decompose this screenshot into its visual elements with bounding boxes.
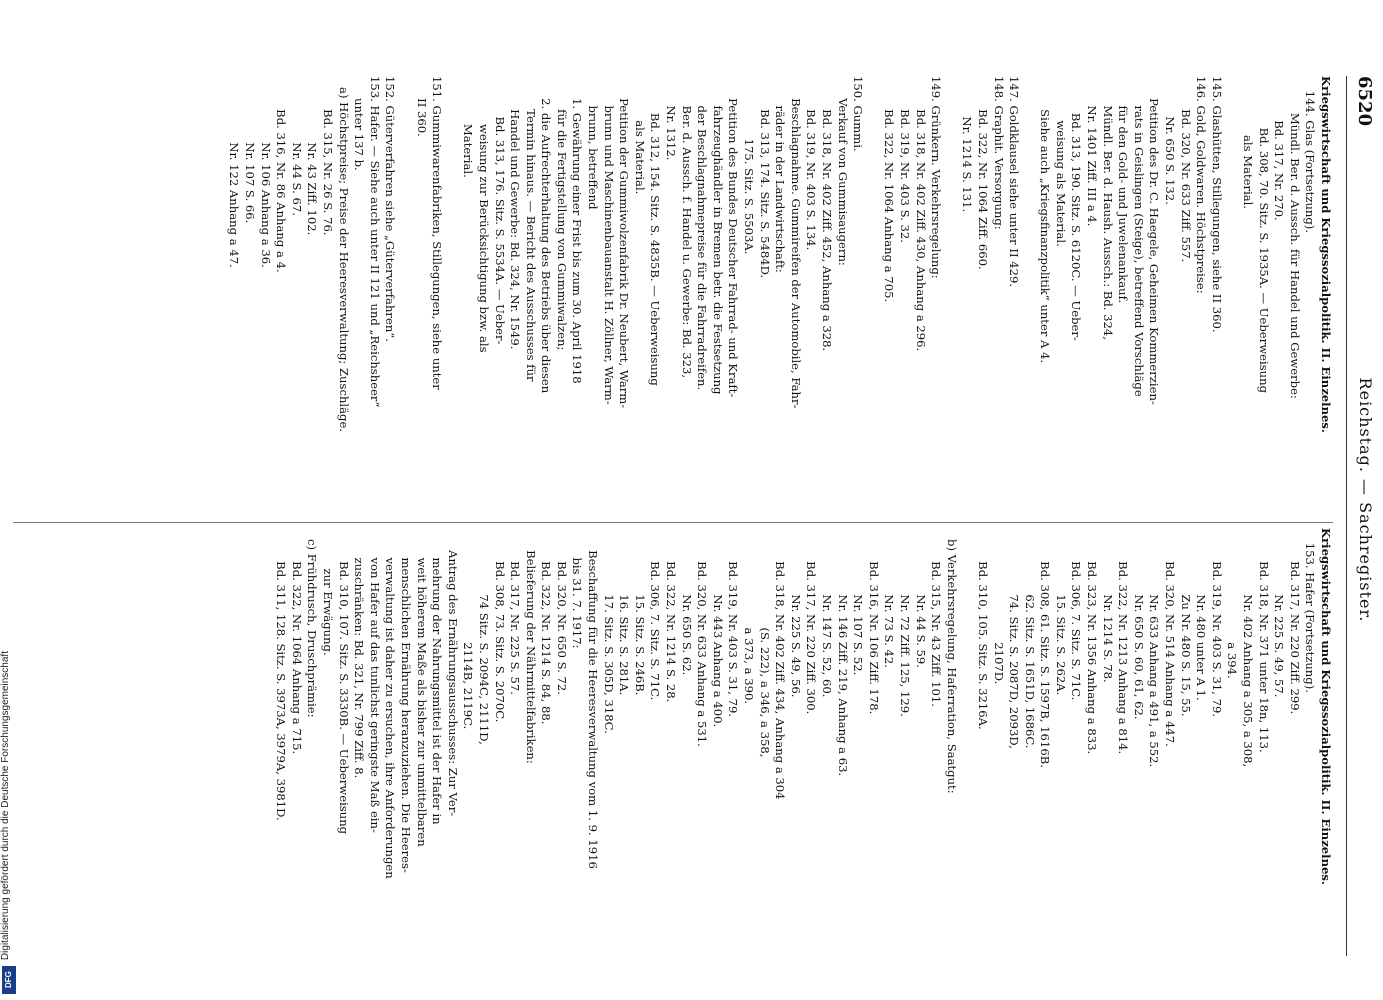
index-line: mehrung der Nahrungsmittel ist der Hafer in [430, 528, 445, 825]
index-line: Nr. 650 S. 132. [1163, 76, 1178, 205]
index-line: 2107D. [991, 528, 1006, 685]
index-line: Bd. 317, Nr. 225 S. 57. [508, 528, 523, 695]
index-line: Handel und Gewerbe: Bd. 324, Nr. 1549. [508, 76, 523, 350]
index-line: Bd. 323, Nr. 1356 Anhang a 833. [1085, 528, 1100, 755]
index-line: unter 137 b. [352, 76, 367, 171]
index-line: 147. Goldklausel siehe unter II 429. [1007, 76, 1022, 288]
index-line: Bd. 322, Nr. 1213 Anhang a 814. [1116, 528, 1131, 755]
index-line: Bd. 322, Nr. 1214 S. 84, 88. [539, 528, 554, 725]
right-column [273, 528, 1333, 968]
index-line: zur Erwägung. [321, 528, 335, 656]
index-line: Bd. 308, 61. Sitz. S. 1597B, 1616B. [1038, 528, 1053, 768]
index-line: Nr. 443 Anhang a 400. [710, 528, 725, 728]
index-line: 1. Gewährung einer Frist bis zum 30. April 1918 [570, 76, 585, 384]
section-heading: Kriegswirtschaft und Kriegssozialpolitik. II. Einzelnes. [1319, 528, 1333, 885]
index-line: Nr. 225 S. 49, 56. [788, 528, 803, 698]
funding-credit: Digitalisierung gefördert durch die Deutsche Forschungsgemeinschaft [0, 650, 11, 960]
index-line: b) Verkehrsregelung, Haferration, Saatgut: [944, 528, 959, 794]
index-line [444, 76, 460, 516]
index-line: (S. 222), a 346, a 358, [757, 528, 772, 758]
index-line: 152. Güterverfahren siehe „Güterverfahren“. [383, 76, 398, 342]
index-line: Bd. 315, Nr. 26 S. 76. [321, 76, 335, 236]
index-line: Ber. d. Aussch. f. Handel u. Gewerbe: Bd. 323, [679, 76, 694, 379]
index-line: Siehe auch „Kriegsfinanzpolitik“ unter A 4. [1038, 76, 1053, 364]
index-line: Nr. 146 Ziff. 219, Anhang a 63. [835, 528, 850, 777]
index-line: Bd. 315, Nr. 43 Ziff. 101. [929, 528, 944, 707]
index-line: Nr. 650 S. 60, 61, 62. [1131, 528, 1146, 720]
index-line: 175. Sitz. S. 5503A. [742, 76, 757, 255]
index-line [943, 76, 959, 516]
index-line: Nr. 106 Anhang a 36. [258, 76, 273, 268]
index-line: als Material. [632, 76, 647, 195]
index-line: weisung als Material. [1053, 76, 1068, 247]
index-line: 151. Gummiwarenfabriken, Stillegungen, siehe unter [430, 76, 445, 390]
index-line: 144. Glas (Fortsetzung). [1303, 76, 1318, 234]
index-line: 74. Sitz. S. 2087D, 2093D, [1007, 528, 1022, 749]
index-line: 150. Gummi. [851, 76, 866, 152]
index-line: Nr. 107 S. 66. [243, 76, 258, 224]
index-line: Nr. 44 S. 59. [913, 528, 928, 668]
index-line: Petition des Bundes Deutscher Fahrrad- und Kraft- [726, 76, 741, 398]
index-line: Bd. 322, Nr. 1064 Ziff. 660. [975, 76, 990, 270]
index-line: Nr. 1312. [664, 76, 679, 161]
index-line: Bd. 322, Nr. 1064 Anhang a 705. [882, 76, 897, 303]
index-line [959, 528, 975, 968]
index-line: Bd. 311, 128. Sitz. S. 3973A, 3979A, 3981D. [274, 528, 289, 821]
index-line: Bd. 317, Nr. 220 Ziff. 300. [804, 528, 819, 715]
index-line: Nr. 44 S. 67. [289, 76, 304, 216]
index-line: Petition der Gummiwolzenfabrik Dr. Neubert, Warm- [617, 76, 632, 409]
index-line: Bd. 320, Nr. 633 Anhang a 531. [695, 528, 710, 747]
index-line: Bd. 319, Nr. 403 S. 31, 79. [726, 528, 741, 718]
index-line: Petition des Dr. C. Haegele, Geheimen Kommerzien- [1147, 76, 1162, 405]
index-line: 15. Sitz. S. 246B. [632, 528, 647, 696]
index-line: Bd. 320, Nr. 514 Anhang a 447. [1163, 528, 1178, 747]
index-line: a 394. [1225, 528, 1240, 679]
index-line: Nr. 402 Anhang a 305, a 308, [1241, 528, 1256, 768]
index-line: 145. Glashütten, Stillegungen, siehe II 360. [1209, 76, 1224, 333]
dfg-logo: DFG [2, 966, 16, 994]
index-line: als Material. [1241, 76, 1256, 210]
index-line: Nr. 72 Ziff. 125, 129. [897, 528, 912, 717]
index-line: 146. Gold, Goldwaren. Höchstpreise: [1194, 76, 1209, 294]
index-line: fahrzeughändler in Bremen betr. die Festsetzung [710, 76, 725, 395]
section-heading: Kriegswirtschaft und Kriegssozialpolitik. II. Einzelnes. [1319, 76, 1333, 433]
index-line: 16. Sitz. S. 281A. [617, 528, 632, 696]
index-line: a) Höchstpreise; Preise der Heeresverwaltung; Zuschläge. [336, 76, 351, 432]
index-line: Nr. 43 Ziff. 102. [305, 76, 320, 236]
index-line: 74 Sitz. S. 2094C, 2111D, [476, 528, 491, 745]
index-line: Bd. 320, Nr. 633 Ziff. 557. [1178, 76, 1193, 263]
index-line: Bd. 310, 105. Sitz. S. 3216A. [975, 528, 990, 730]
index-line: Nr. 147 S. 52, 60. [820, 528, 834, 698]
index-line: 15. Sitz. S. 262A. [1053, 528, 1068, 696]
index-line: Bd. 316, Nr. 106 Ziff. 178. [866, 528, 881, 715]
running-head: Reichstag. — Sachregister. [1356, 377, 1375, 623]
index-line: Bd. 319, Nr. 403 S. 134. [804, 76, 819, 251]
index-line: Bd. 312, 154. Sitz. S. 4835B. — Ueberweisung [648, 76, 663, 386]
index-line: Nr. 1401 Ziff. III a 4. [1085, 76, 1100, 227]
index-line [1021, 76, 1037, 516]
index-line: II 360. [414, 76, 429, 137]
index-line: a 373, a 390. [742, 528, 757, 705]
index-line: Bd. 319, Nr. 403 S. 31, 79. [1209, 528, 1224, 718]
index-line: für die Fertigstellung von Gummiwalzen; [554, 76, 569, 351]
index-line: für den Gold- und Juwelenankauf. [1116, 76, 1131, 304]
index-line: Nr. 633 Anhang a 491, a 552. [1147, 528, 1162, 768]
index-line: Antrag des Ernährungsausschusses: Zur Ver- [445, 528, 460, 817]
index-line: Bd. 317, Nr. 220 Ziff. 299. [1287, 528, 1302, 715]
index-line: Nr. 73 S. 42. [882, 528, 897, 668]
index-line: Nr. 225 S. 49, 57. [1272, 528, 1287, 698]
index-line: Bd. 318, Nr. 402 Ziff. 430, Anhang a 296. [913, 76, 928, 352]
index-line: Nr. 107 S. 52. [851, 528, 866, 676]
index-line: räder in der Landwirtschaft: [773, 76, 788, 273]
index-line: Bd. 322, Nr. 1064 Anhang a 715. [289, 528, 304, 755]
index-line: brunn, betreffend [586, 76, 601, 210]
index-line: brunn und Maschinenbauanstalt H. Zöllner, Warm- [601, 76, 616, 405]
left-column [226, 76, 1333, 516]
index-line: 148. Graphit. Versorgung: [991, 76, 1006, 230]
index-line: zuschränken: Bd. 321, Nr. 799 Ziff. 8. [352, 528, 367, 779]
index-line: weisung zur Berücksichtigung bzw. als [476, 76, 491, 353]
index-line: Belieferung der Nährmittelfabriken: [523, 528, 538, 764]
index-line: 149. Grünkern. Verkehrsregelung: [929, 76, 944, 279]
index-line: Nr. 650 S. 62. [679, 528, 694, 676]
index-line: menschlichen Ernährung heranzuziehen. Die Heeres- [398, 528, 413, 873]
page-header [1333, 0, 1383, 1000]
index-line: 2114B, 2119C. [461, 528, 476, 730]
index-line: Bd. 318, Nr. 402 Ziff. 452, Anhang a 328. [820, 76, 834, 352]
index-line: Bd. 310, 107. Sitz. S. 3330B. — Ueberweisung [336, 528, 351, 835]
index-line: Bd. 318, Nr. 402 Ziff. 434, Anhang a 304 [773, 528, 788, 800]
index-line: Bd. 306, 7. Sitz. S. 71C. [1069, 528, 1084, 701]
index-line: Material. [461, 76, 476, 178]
index-line: Nr. 1214 S. 131. [960, 76, 975, 213]
index-line: Verkauf von Gummisaugern: [835, 76, 850, 266]
index-line: Beschaffung für die Heeresverwaltung vom 1. 9. 1916 [586, 528, 601, 869]
index-line: rats in Geislingen (Steige), betreffend Vorschläge [1131, 76, 1146, 397]
index-line: der Beschlagnahmepreise für die Fahrradreifen. [695, 76, 710, 391]
index-line [1224, 76, 1240, 516]
index-line: 17. Sitz. S. 305D, 318C. [601, 528, 616, 734]
index-line: c) Frühdrusch, Druschprämie: [305, 528, 320, 718]
index-line: Beschlagnahme. Gummireifen der Automobile, Fahr- [788, 76, 803, 409]
page-number: 6520 [1354, 76, 1375, 127]
index-line: verwaltung ist daher zu ersuchen, ihre Anforderungen [383, 528, 398, 879]
index-line: Mündl. Ber. d. Haush. Aussch.: Bd. 324, [1100, 76, 1115, 340]
index-line: Bd. 319, Nr. 403 S. 32. [897, 76, 912, 243]
index-line: Bd. 313, 174. Sitz. S. 5484D. [757, 76, 772, 279]
index-line [397, 76, 413, 516]
index-line: Zu Nr. 480 S. 15, 55. [1178, 528, 1193, 717]
index-line: Bd. 317, Nr. 270. [1272, 76, 1287, 221]
index-line: Mündl. Ber. d. Aussch. für Handel und Gewerbe: [1287, 76, 1302, 399]
index-line: Bd. 308, 70. Sitz. S. 1935A. — Ueberweisung [1256, 76, 1271, 393]
index-line: bis 31. 7. 1917: [570, 528, 585, 649]
index-line: 153. Hafer (Fortsetzung). [1303, 528, 1318, 693]
header-rule [1346, 76, 1347, 956]
index-line: Nr. 122 Anhang a 47. [227, 76, 242, 268]
index-line: Bd. 313, 176. Sitz. S. 5534A. — Ueber- [492, 76, 507, 345]
index-line: Bd. 313, 190. Sitz. S. 6120C. — Ueber- [1069, 76, 1084, 341]
index-line: Nr. 1214 S. 78. [1100, 528, 1115, 683]
index-line: 62. Sitz. S. 1651D, 1686C. [1022, 528, 1037, 749]
index-line [865, 76, 881, 516]
index-line: Bd. 306, 7. Sitz. S. 71C. [648, 528, 663, 701]
column-divider [13, 522, 1333, 523]
index-line: Bd. 308, 73. Sitz. S. 2070C. [492, 528, 507, 723]
index-line: Bd. 322, Nr. 1214 S. 28. [664, 528, 679, 703]
index-line: von Hafer auf das tunlichst geringste Maß ein- [367, 528, 382, 833]
index-line: Bd. 320, Nr. 650 S. 72. [554, 528, 569, 695]
index-line: 153. Hafer. — Siehe auch unter II 121 und „Reichsheer“ [367, 76, 382, 408]
index-line: Termin hinaus. — Bericht des Ausschusses für [523, 76, 538, 382]
index-line: weit höherem Maße als bisher zur unmittelbaren [414, 528, 429, 847]
index-line: Bd. 316, Nr. 86 Anhang a 4. [274, 76, 289, 273]
index-line: 2. die Aufrechterhaltung des Betriebs über diesen [539, 76, 554, 394]
index-line: Bd. 318, Nr. 371 unter 18n, 113. [1256, 528, 1271, 753]
index-line: Nr. 480 unter A 1. [1194, 528, 1209, 701]
